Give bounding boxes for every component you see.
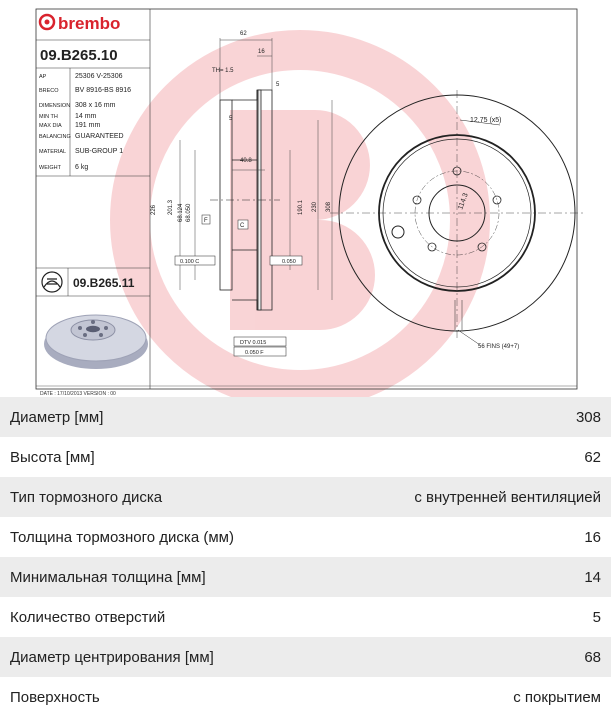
spec-value: 14 — [584, 568, 601, 586]
brembo-logo — [40, 14, 120, 33]
spec-value: с покрытием — [513, 688, 601, 706]
disc-photo — [44, 315, 148, 369]
header-row-label: MIN TH — [39, 114, 58, 120]
dimension-label: 5 — [229, 116, 233, 122]
header-row-value: 308 x 16 mm — [75, 102, 116, 109]
dimension-label: 0.050 F — [245, 350, 264, 356]
dimension-label: 230 — [312, 201, 318, 212]
spec-value: 308 — [575, 408, 601, 426]
spec-value: 62 — [584, 448, 601, 466]
header-row-value: BV 8916-BS 8916 — [75, 87, 132, 94]
spec-label: Толщина тормозного диска (мм) — [10, 528, 234, 546]
dimension-label: DTV 0.015 — [240, 340, 267, 346]
dimension-label: C — [240, 223, 245, 229]
spec-row — [0, 517, 611, 557]
dimension-label: F — [204, 218, 208, 224]
spec-label: Минимальная толщина [мм] — [10, 568, 206, 586]
dimension-label: 62 — [240, 31, 247, 37]
specs-table — [0, 397, 611, 717]
spec-label: Тип тормозного диска — [10, 488, 163, 506]
date-version: DATE : 17/10/2013 VERSION : 00 — [40, 391, 116, 397]
disc-icon — [42, 272, 62, 292]
dimension-label: 56 FINS (49+7) — [478, 344, 520, 350]
spec-value: 5 — [592, 608, 601, 626]
part-number: 09.B265.10 — [40, 47, 118, 64]
spec-value: 68 — [584, 648, 601, 666]
spec-row — [0, 437, 611, 477]
dimension-label: 68.050 — [186, 203, 192, 222]
dimension-label: 68.124 — [178, 203, 184, 222]
dimension-label: 308 — [326, 201, 332, 212]
spec-row — [0, 597, 611, 637]
spec-value: с внутренней вентиляцией — [414, 488, 601, 506]
dimension-label: 0.100 C — [180, 259, 200, 265]
header-row-label: BALANCING — [39, 134, 71, 140]
spec-row — [0, 557, 611, 597]
spec-row — [0, 677, 611, 717]
spec-row — [0, 397, 611, 437]
header-row-value: 14 mm — [75, 113, 97, 120]
header-row-value: 6 kg — [75, 164, 89, 171]
brand-name: brembo — [58, 14, 121, 33]
spec-label: Высота [мм] — [10, 448, 95, 466]
dimension-label: 190.1 — [298, 199, 304, 215]
dimension-label: TH= 1.5 — [212, 68, 234, 74]
spec-value: 16 — [584, 528, 601, 546]
spec-row — [0, 637, 611, 677]
header-row-value: GUARANTEED — [75, 133, 124, 140]
header-row-label: DIMENSION — [39, 103, 71, 109]
dimension-label: 40.8 — [240, 158, 252, 164]
header-row-label: MAX DIA — [39, 123, 62, 129]
header-row-value: 25306 V-25306 — [75, 73, 123, 80]
header-row-value: SUB-GROUP 1 — [75, 148, 124, 155]
spec-row — [0, 477, 611, 517]
dimension-label: 226 — [151, 204, 157, 215]
spec-label: Количество отверстий — [10, 608, 166, 626]
dimension-label: 0.050 — [282, 259, 296, 265]
header-row-label: MATERIAL — [39, 149, 67, 155]
dimension-label: 5 — [276, 82, 280, 88]
spec-label: Диаметр [мм] — [10, 408, 104, 426]
dimension-label: 201.3 — [168, 199, 174, 215]
dimension-label: 114.3 — [457, 192, 470, 211]
header-row-value: 191 mm — [75, 122, 101, 129]
dimension-label: 12.75 (x5) — [470, 117, 502, 124]
spec-label: Диаметр центрирования [мм] — [10, 648, 214, 666]
spec-label: Поверхность — [10, 688, 100, 706]
header-row-label: BRECO — [39, 88, 59, 94]
alt-part-number: 09.B265.11 — [73, 276, 135, 290]
header-row-label: WEIGHT — [39, 165, 61, 171]
header-row-label: AP — [39, 74, 47, 80]
dimension-label: 16 — [258, 49, 265, 55]
